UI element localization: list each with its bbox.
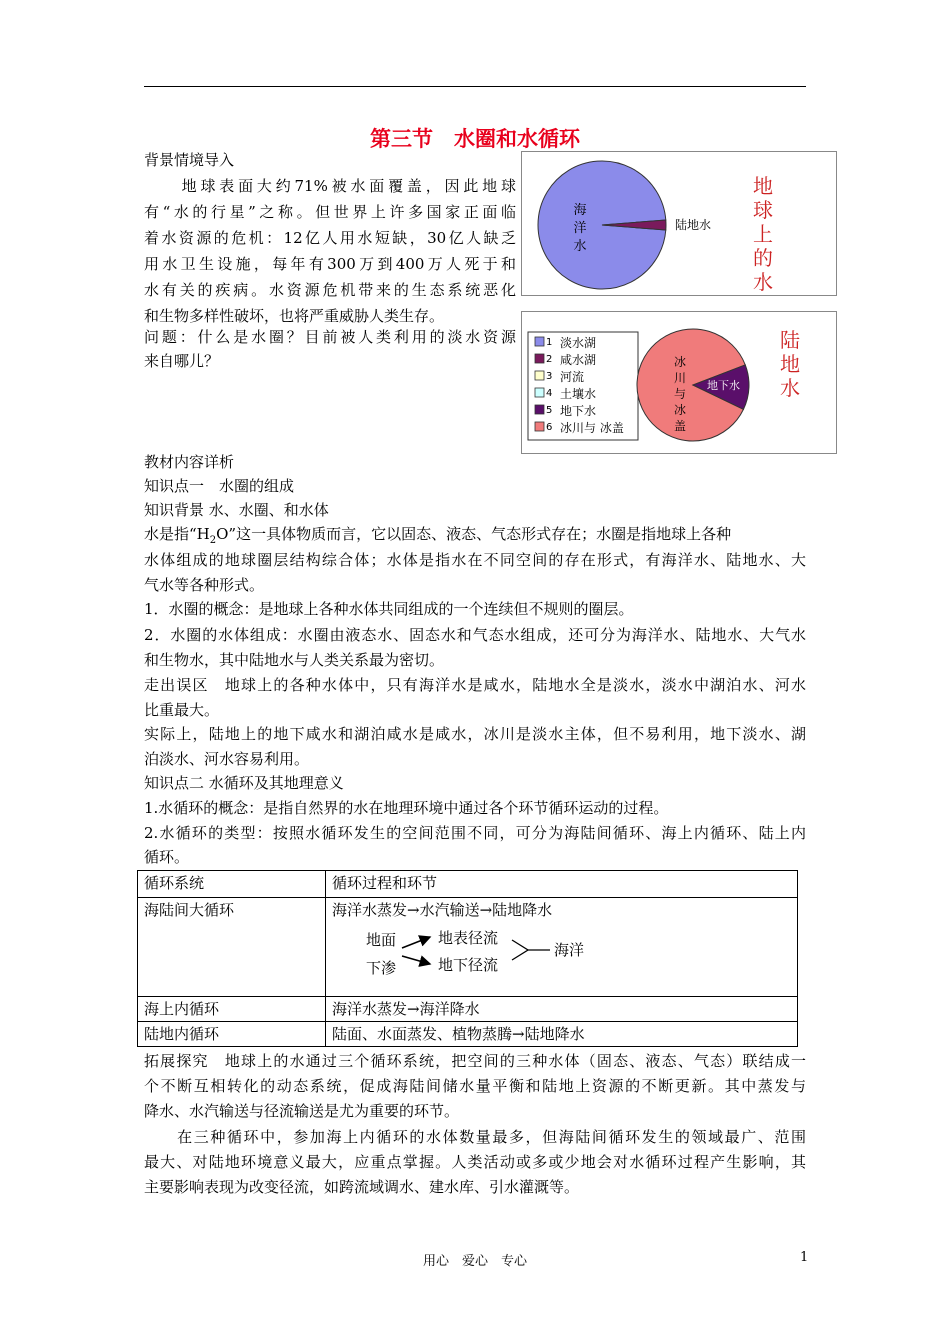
process-text: 海洋水蒸发→水汽输送→陆地降水	[332, 901, 553, 919]
legend-label: 咸水湖	[560, 353, 597, 367]
diagram-label: 地下径流	[438, 956, 499, 974]
intro-question: 问题：什么是水圈？目前被人类利用的淡水资源	[144, 328, 516, 346]
intro-line: 和生物多样性破坏，也将严重威胁人类生存。	[144, 307, 445, 325]
pie-label-glacier: 盖	[673, 419, 687, 433]
text-line: 主要影响表现为改变径流，如跨流域调水、建水库、引水灌溉等。	[144, 1178, 580, 1196]
text-line: 实际上，陆地上的地下咸水和湖泊咸水是咸水，冰川是淡水主体，但不易利用，地下淡水、湖	[144, 725, 806, 743]
legend-swatch	[535, 388, 544, 397]
legend-label: 冰川与 冰盖	[560, 421, 624, 435]
text-line: 2.水循环的类型：按照水循环发生的空间范围不同，可分为海陆间循环、海上内循环、陆上内	[144, 824, 806, 842]
text-line: 泊淡水、河水容易利用。	[144, 750, 310, 768]
legend-swatch	[535, 337, 544, 346]
legend-label: 地下水	[560, 404, 597, 418]
intro-line: 用水卫生设施，每年有300万到400万人死于和	[144, 255, 516, 273]
diagram-label: 地面	[366, 931, 397, 949]
pie-label-glacier: 冰	[673, 355, 687, 369]
intro-heading: 背景情境导入	[144, 151, 235, 169]
intro-line: 地球表面大约71%被水面覆盖，因此地球	[144, 177, 516, 195]
intro-question: 来自哪儿？	[144, 352, 220, 370]
page-title: 第三节 水圈和水循环	[370, 127, 580, 151]
text-line: 水体组成的地球圈层结构综合体；水体是指水在不同空间的存在形式，有海洋水、陆地水、大	[144, 551, 806, 569]
chart-side-title: 陆 地 水	[780, 328, 800, 400]
pie-label-land: 陆地水	[675, 218, 712, 232]
diagram-label: 海洋	[554, 941, 585, 959]
text-line: 和生物水，其中陆地水与人类关系最为密切。	[144, 651, 445, 669]
table-cell-process: 陆面、水面蒸发、植物蒸腾→陆地降水	[326, 1022, 798, 1047]
legend-num: 3	[546, 371, 553, 382]
legend-swatch	[535, 405, 544, 414]
diagram-label: 下渗	[366, 959, 397, 977]
earth-water-pie-chart	[522, 152, 836, 295]
legend-num: 5	[546, 405, 553, 416]
text-line: 降水、水汽输送与径流输送是尤为重要的环节。	[144, 1102, 460, 1120]
text-line: 拓展探究 地球上的水通过三个循环系统，把空间的三种水体（固态、液态、气态）联结成一	[144, 1052, 806, 1070]
table-cell-process: 海洋水蒸发→海洋降水	[326, 997, 798, 1022]
intro-line: 有“水的行星”之称。但世界上许多国家正面临	[144, 203, 516, 221]
pie-label-ocean: 水	[573, 239, 587, 254]
table-cell-cycle-name: 海陆间大循环	[138, 898, 326, 997]
table-cell-cycle-name: 陆地内循环	[138, 1022, 326, 1047]
arrow-icon	[402, 956, 430, 964]
legend-label: 河流	[560, 370, 585, 384]
text-line: 1．水圈的概念：是地球上各种水体共同组成的一个连续但不规则的圈层。	[144, 600, 634, 618]
legend-swatch	[535, 354, 544, 363]
text-line: 在三种循环中，参加海上内循环的水体数量最多，但海陆间循环发生的领域最广、范围	[144, 1128, 806, 1146]
table-cell-process	[326, 898, 798, 997]
legend-num: 1	[546, 337, 553, 348]
runoff-diagram	[332, 922, 797, 994]
legend-label: 淡水湖	[560, 336, 597, 350]
text-line: 最大、对陆地环境意义最大，应重点掌握。人类活动或多或少地会对水循环过程产生影响，其	[144, 1153, 806, 1171]
pie-label-glacier: 冰	[673, 403, 687, 417]
text-line: 比重最大。	[144, 701, 220, 719]
text-line: 2．水圈的水体组成：水圈由液态水、固态水和气态水组成，还可分为海洋水、陆地水、大气水	[144, 626, 806, 644]
table-header-cell: 循环系统	[138, 871, 326, 898]
chart-side-title: 地 球 上 的 水	[753, 174, 773, 294]
text-line: 个不断互相转化的动态系统，促成海陆间储水量平衡和陆地上资源的不断更新。其中蒸发与	[144, 1077, 806, 1095]
table-header-cell: 循环过程和环节	[326, 871, 798, 898]
water-cycle-table	[137, 870, 798, 1047]
header-rule	[144, 86, 806, 87]
land-water-figure	[521, 311, 837, 454]
knowledge-point-heading: 知识点二 水循环及其地理意义	[144, 774, 344, 792]
pie-label-groundwater: 地下水	[707, 379, 740, 392]
legend-num: 6	[546, 422, 553, 433]
legend-num: 4	[546, 388, 553, 399]
legend-swatch	[535, 422, 544, 431]
pie-label-glacier: 与	[673, 387, 687, 401]
text-line: 气水等各种形式。	[144, 576, 265, 594]
merge-bracket-icon	[512, 940, 528, 960]
table-cell-cycle-name: 海上内循环	[138, 997, 326, 1022]
intro-line: 着水资源的危机：12亿人用水短缺，30亿人缺乏	[144, 229, 516, 247]
text-line: 知识背景 水、水圈、和水体	[144, 501, 329, 519]
legend-num: 2	[546, 354, 553, 365]
diagram-arrows	[332, 922, 592, 994]
diagram-label: 地表径流	[438, 929, 499, 947]
pie-label-ocean: 洋	[573, 221, 587, 236]
pie-label-glacier: 川	[673, 371, 687, 385]
intro-line: 水有关的疾病。水资源危机带来的生态系统恶化	[144, 281, 516, 299]
earth-water-figure	[521, 151, 837, 296]
text-line: 循环。	[144, 848, 190, 866]
text-line: 走出误区 地球上的各种水体中，只有海洋水是咸水，陆地水全是淡水，淡水中湖泊水、河水	[144, 676, 806, 694]
footer-motto: 用心 爱心 专心	[422, 1254, 527, 1269]
legend-swatch	[535, 371, 544, 380]
text-line: 水是指“$H_2O$”这一具体物质而言，它以固态、液态、气态形式存在；水圈是指地球上各种	[144, 525, 732, 546]
section-heading: 教材内容详析	[144, 453, 235, 471]
legend-label: 土壤水	[560, 387, 597, 401]
pie-label-ocean: 海	[573, 203, 587, 218]
page-number: 1	[800, 1250, 809, 1265]
text-line: 1.水循环的概念：是指自然界的水在地理环境中通过各个环节循环运动的过程。	[144, 799, 669, 817]
arrow-icon	[402, 937, 430, 948]
knowledge-point-heading: 知识点一 水圈的组成	[144, 477, 295, 495]
